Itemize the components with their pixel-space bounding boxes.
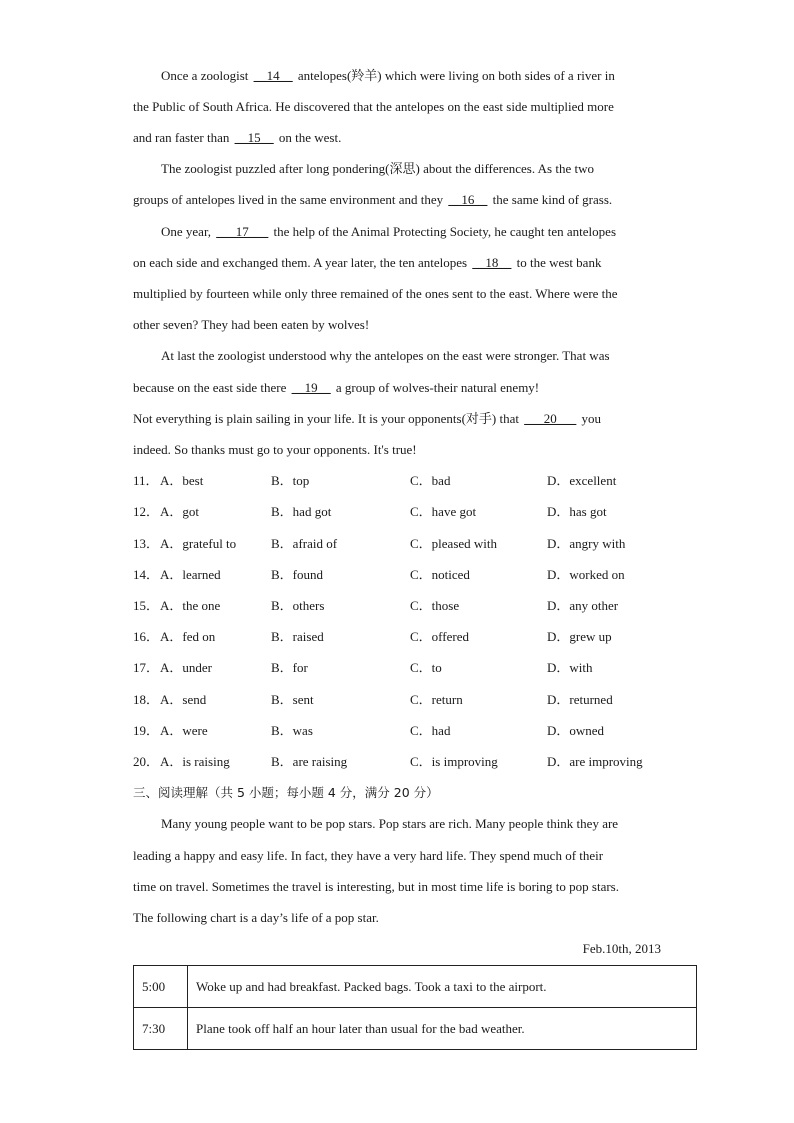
text: groups of antelopes lived in the same environment and they <box>133 192 447 207</box>
text: the same kind of grass. <box>489 192 613 207</box>
option-c[interactable]: C．offered <box>410 629 469 644</box>
passage-line: Many young people want to be pop stars. Pop stars are rich. Many people think they are <box>161 816 619 831</box>
passage-line: the Public of South Africa. He discovered that the antelopes on the east side multiplied more <box>133 99 614 114</box>
option-a[interactable]: A．got <box>160 504 200 519</box>
option-d[interactable]: D．any other <box>547 598 619 613</box>
text: on each side and exchanged them. A year later, the ten antelopes <box>133 255 471 270</box>
question-number: 20． <box>133 754 160 769</box>
text: Once a zoologist <box>161 68 252 83</box>
passage-line <box>133 380 539 396</box>
option-a[interactable]: A．grateful to <box>160 536 237 551</box>
option-d[interactable]: D．owned <box>547 723 605 738</box>
passage-line <box>161 68 615 84</box>
option-d[interactable]: D．angry with <box>547 536 626 551</box>
option-c[interactable]: C．noticed <box>410 567 470 582</box>
question-number: 15． <box>133 598 160 613</box>
table-row <box>134 966 697 1008</box>
question-number: 16． <box>133 629 160 644</box>
option-b[interactable]: B．top <box>271 473 310 488</box>
question-number: 19． <box>133 723 160 738</box>
option-b[interactable]: B．for <box>271 660 308 675</box>
option-d[interactable]: D．returned <box>547 692 613 707</box>
passage-line <box>133 411 601 427</box>
passage-line <box>133 255 601 271</box>
time-cell: 7:30 <box>134 1008 188 1050</box>
text: because on the east side there <box>133 380 290 395</box>
passage-line: time on travel. Sometimes the travel is interesting, but in most time life is boring to pop stars. <box>133 879 619 894</box>
text: One year, <box>161 224 215 239</box>
passage-line <box>133 192 612 208</box>
option-c[interactable]: C．to <box>410 660 442 675</box>
option-c[interactable]: C．pleased with <box>410 536 498 551</box>
passage-line: leading a happy and easy life. In fact, they have a very hard life. They spend much of their <box>133 848 604 863</box>
passage-line: The zoologist puzzled after long pondering(深思) about the differences. As the two <box>161 161 594 176</box>
option-d[interactable]: D．are improving <box>547 754 643 769</box>
option-b[interactable]: B．was <box>271 723 313 738</box>
option-a[interactable]: A．send <box>160 692 207 707</box>
blank-14: __14__ <box>253 68 293 83</box>
option-b[interactable]: B．others <box>271 598 325 613</box>
text: a group of wolves-their natural enemy! <box>332 380 540 395</box>
option-a[interactable]: A．best <box>160 473 204 488</box>
question-number: 11． <box>133 473 159 488</box>
option-a[interactable]: A．the one <box>160 598 221 613</box>
activity-cell: Plane took off half an hour later than usual for the bad weather. <box>188 1008 697 1050</box>
option-a[interactable]: A．learned <box>160 567 221 582</box>
passage-line: indeed. So thanks must go to your opponents. It's true! <box>133 442 417 457</box>
text: Not everything is plain sailing in your life. It is your opponents(对手) that <box>133 411 523 426</box>
blank-20: ___20___ <box>524 411 577 426</box>
passage-line <box>161 224 616 240</box>
question-number: 14． <box>133 567 160 582</box>
section-title: 三、阅读理解（共 5 小题；每小题 4 分，满分 20 分） <box>133 785 439 800</box>
option-b[interactable]: B．sent <box>271 692 314 707</box>
blank-18: __18__ <box>472 255 512 270</box>
schedule-table <box>133 965 697 1050</box>
question-number: 12． <box>133 504 160 519</box>
text: antelopes(羚羊) which were living on both sides of a river in <box>294 68 615 83</box>
option-d[interactable]: D．excellent <box>547 473 617 488</box>
passage-line: other seven? They had been eaten by wolves! <box>133 317 370 332</box>
option-c[interactable]: C．is improving <box>410 754 498 769</box>
option-d[interactable]: D．grew up <box>547 629 612 644</box>
option-d[interactable]: D．worked on <box>547 567 625 582</box>
option-c[interactable]: C．those <box>410 598 460 613</box>
table-row <box>134 1008 697 1050</box>
passage-line <box>133 130 341 146</box>
option-d[interactable]: D．with <box>547 660 593 675</box>
option-b[interactable]: B．found <box>271 567 324 582</box>
option-b[interactable]: B．raised <box>271 629 324 644</box>
option-a[interactable]: A．were <box>160 723 208 738</box>
time-cell: 5:00 <box>134 966 188 1008</box>
text: to the west bank <box>513 255 602 270</box>
question-number: 17． <box>133 660 160 675</box>
text: the help of the Animal Protecting Society, he caught ten antelopes <box>270 224 616 239</box>
option-b[interactable]: B．afraid of <box>271 536 338 551</box>
option-c[interactable]: C．have got <box>410 504 477 519</box>
option-b[interactable]: B．had got <box>271 504 332 519</box>
text: on the west. <box>275 130 342 145</box>
text: and ran faster than <box>133 130 233 145</box>
passage-line: At last the zoologist understood why the antelopes on the east were stronger. That was <box>161 348 610 363</box>
option-c[interactable]: C．return <box>410 692 463 707</box>
text: you <box>578 411 601 426</box>
option-d[interactable]: D．has got <box>547 504 607 519</box>
option-c[interactable]: C．had <box>410 723 451 738</box>
option-a[interactable]: A．fed on <box>160 629 216 644</box>
question-number: 13． <box>133 536 160 551</box>
activity-cell: Woke up and had breakfast. Packed bags. Took a taxi to the airport. <box>188 966 697 1008</box>
option-a[interactable]: A．is raising <box>160 754 230 769</box>
blank-16: __16__ <box>448 192 488 207</box>
passage-line: multiplied by fourteen while only three remained of the ones sent to the east. Where were the <box>133 286 618 301</box>
option-a[interactable]: A．under <box>160 660 212 675</box>
passage-line: The following chart is a day’s life of a pop star. <box>133 910 379 925</box>
question-number: 18． <box>133 692 160 707</box>
blank-17: ___17___ <box>216 224 269 239</box>
blank-19: __19__ <box>291 380 331 395</box>
option-c[interactable]: C．bad <box>410 473 451 488</box>
chart-date: Feb.10th, 2013 <box>582 941 661 956</box>
option-b[interactable]: B．are raising <box>271 754 348 769</box>
blank-15: __15__ <box>234 130 274 145</box>
